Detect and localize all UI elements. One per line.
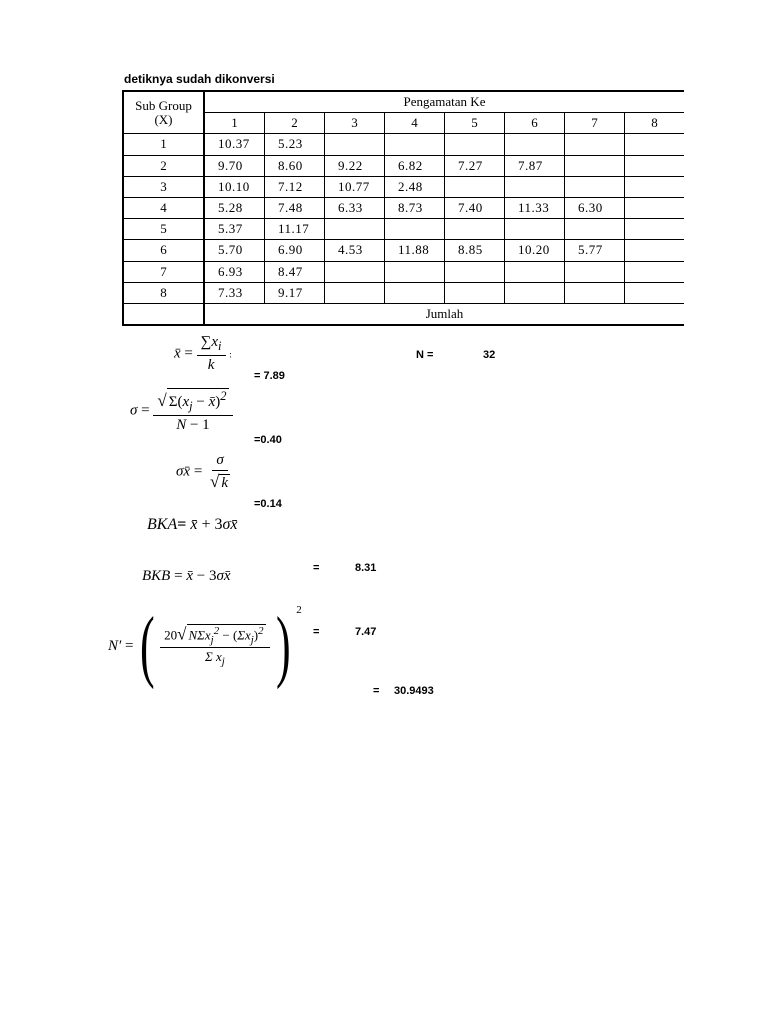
- value-cell: 10.77: [325, 176, 385, 197]
- value-cell: 5.77: [565, 240, 625, 261]
- value-cell: 11.17: [265, 219, 325, 240]
- value-cell: 5.70: [204, 240, 265, 261]
- bka-value: 8.31: [355, 562, 377, 574]
- value-cell: [625, 155, 685, 176]
- observation-table: [122, 90, 684, 326]
- bka-formula: BKA= x̄ + 3σx̄: [147, 516, 238, 533]
- subgroup-cell: 4: [123, 197, 204, 218]
- table-row: [123, 197, 684, 218]
- value-cell: 10.10: [204, 176, 265, 197]
- value-cell: [565, 134, 625, 155]
- value-cell: [325, 282, 385, 303]
- value-cell: 8.47: [265, 261, 325, 282]
- value-cell: 8.60: [265, 155, 325, 176]
- value-cell: [505, 134, 565, 155]
- subgroup-header-line1: Sub Group: [135, 97, 192, 113]
- table-row: [123, 155, 684, 176]
- subgroup-cell: 6: [123, 240, 204, 261]
- column-header-6: 6: [505, 113, 565, 134]
- sigma-mean-result: =0.14: [254, 498, 282, 510]
- footer-row: [123, 303, 684, 325]
- value-cell: [565, 219, 625, 240]
- value-cell: [625, 197, 685, 218]
- value-cell: [505, 282, 565, 303]
- column-header-row: [123, 113, 684, 134]
- value-cell: [325, 134, 385, 155]
- sigma-result: =0.40: [254, 434, 282, 446]
- sigma-mean-formula: σx̄ = $\frac{\sigma}{√ k}$: [176, 452, 229, 491]
- column-header-1: 1: [204, 113, 265, 134]
- value-cell: [565, 282, 625, 303]
- value-cell: [505, 219, 565, 240]
- footer-empty-cell: [123, 303, 204, 325]
- value-cell: 8.73: [385, 197, 445, 218]
- value-cell: [385, 282, 445, 303]
- n-prime-formula: N′ = ( $\frac{20√ N\Sigma x_j^2 - (\Sigma x_j)^2}{\Sigma x_j}$ ) $^2$: [108, 602, 302, 690]
- value-cell: [565, 261, 625, 282]
- section-heading: detiknya sudah dikonversi: [124, 72, 275, 86]
- value-cell: 4.53: [325, 240, 385, 261]
- subgroup-cell: 2: [123, 155, 204, 176]
- bkb-value: 7.47: [355, 626, 377, 638]
- column-header-3: 3: [325, 113, 385, 134]
- value-cell: [445, 219, 505, 240]
- value-cell: [325, 219, 385, 240]
- value-cell: [445, 282, 505, 303]
- value-cell: 6.30: [565, 197, 625, 218]
- table-row: [123, 282, 684, 303]
- value-cell: [385, 134, 445, 155]
- value-cell: [385, 261, 445, 282]
- value-cell: 11.33: [505, 197, 565, 218]
- value-cell: 2.48: [385, 176, 445, 197]
- value-cell: 6.82: [385, 155, 445, 176]
- value-cell: [565, 176, 625, 197]
- bkb-equals: =: [313, 626, 320, 638]
- value-cell: 8.85: [445, 240, 505, 261]
- n-value: 32: [483, 349, 496, 361]
- value-cell: [625, 176, 685, 197]
- subgroup-header: [123, 91, 204, 134]
- table-row: [123, 134, 684, 155]
- value-cell: [325, 261, 385, 282]
- value-cell: 6.93: [204, 261, 265, 282]
- value-cell: [445, 134, 505, 155]
- column-header-4: 4: [385, 113, 445, 134]
- value-cell: [625, 282, 685, 303]
- value-cell: 9.70: [204, 155, 265, 176]
- table-row: [123, 240, 684, 261]
- value-cell: 7.27: [445, 155, 505, 176]
- value-cell: [625, 261, 685, 282]
- jumlah-label: Jumlah: [204, 303, 684, 325]
- mean-result: = 7.89: [254, 370, 285, 382]
- value-cell: 6.90: [265, 240, 325, 261]
- n-label: N =: [416, 349, 434, 361]
- column-header-2: 2: [265, 113, 325, 134]
- value-cell: 11.88: [385, 240, 445, 261]
- value-cell: [625, 240, 685, 261]
- value-cell: 9.17: [265, 282, 325, 303]
- value-cell: 5.37: [204, 219, 265, 240]
- value-cell: 7.33: [204, 282, 265, 303]
- column-header-5: 5: [445, 113, 505, 134]
- value-cell: [505, 261, 565, 282]
- bka-equals: =: [313, 562, 320, 574]
- value-cell: 6.33: [325, 197, 385, 218]
- bkb-formula: BKB = x̄ − 3σx̄: [142, 568, 231, 584]
- value-cell: [505, 176, 565, 197]
- subgroup-header-line2: (X): [154, 111, 173, 127]
- value-cell: [445, 261, 505, 282]
- column-header-7: 7: [565, 113, 625, 134]
- value-cell: [565, 155, 625, 176]
- table-row: [123, 261, 684, 282]
- value-cell: 5.23: [265, 134, 325, 155]
- n-prime-equals: =: [373, 685, 380, 697]
- sigma-formula: σ = $\frac{√ \Sigma(x_j - x̄)^2}{N - 1}$: [130, 388, 233, 434]
- value-cell: 7.48: [265, 197, 325, 218]
- value-cell: 7.40: [445, 197, 505, 218]
- subgroup-cell: 5: [123, 219, 204, 240]
- table-row: [123, 176, 684, 197]
- value-cell: 9.22: [325, 155, 385, 176]
- subgroup-cell: 3: [123, 176, 204, 197]
- value-cell: 10.20: [505, 240, 565, 261]
- n-prime-value: 30.9493: [394, 685, 434, 697]
- value-cell: [445, 176, 505, 197]
- value-cell: [625, 134, 685, 155]
- subgroup-cell: 7: [123, 261, 204, 282]
- value-cell: [385, 219, 445, 240]
- value-cell: 10.37: [204, 134, 265, 155]
- value-cell: 5.28: [204, 197, 265, 218]
- table-row: [123, 219, 684, 240]
- value-cell: 7.87: [505, 155, 565, 176]
- subgroup-cell: 8: [123, 282, 204, 303]
- value-cell: [625, 219, 685, 240]
- mean-formula: x̄ = $\frac{\sum x_i}{k}$ :: [174, 334, 232, 373]
- column-header-8: 8: [625, 113, 685, 134]
- value-cell: 7.12: [265, 176, 325, 197]
- subgroup-cell: 1: [123, 134, 204, 155]
- observation-header: Pengamatan Ke: [204, 91, 684, 113]
